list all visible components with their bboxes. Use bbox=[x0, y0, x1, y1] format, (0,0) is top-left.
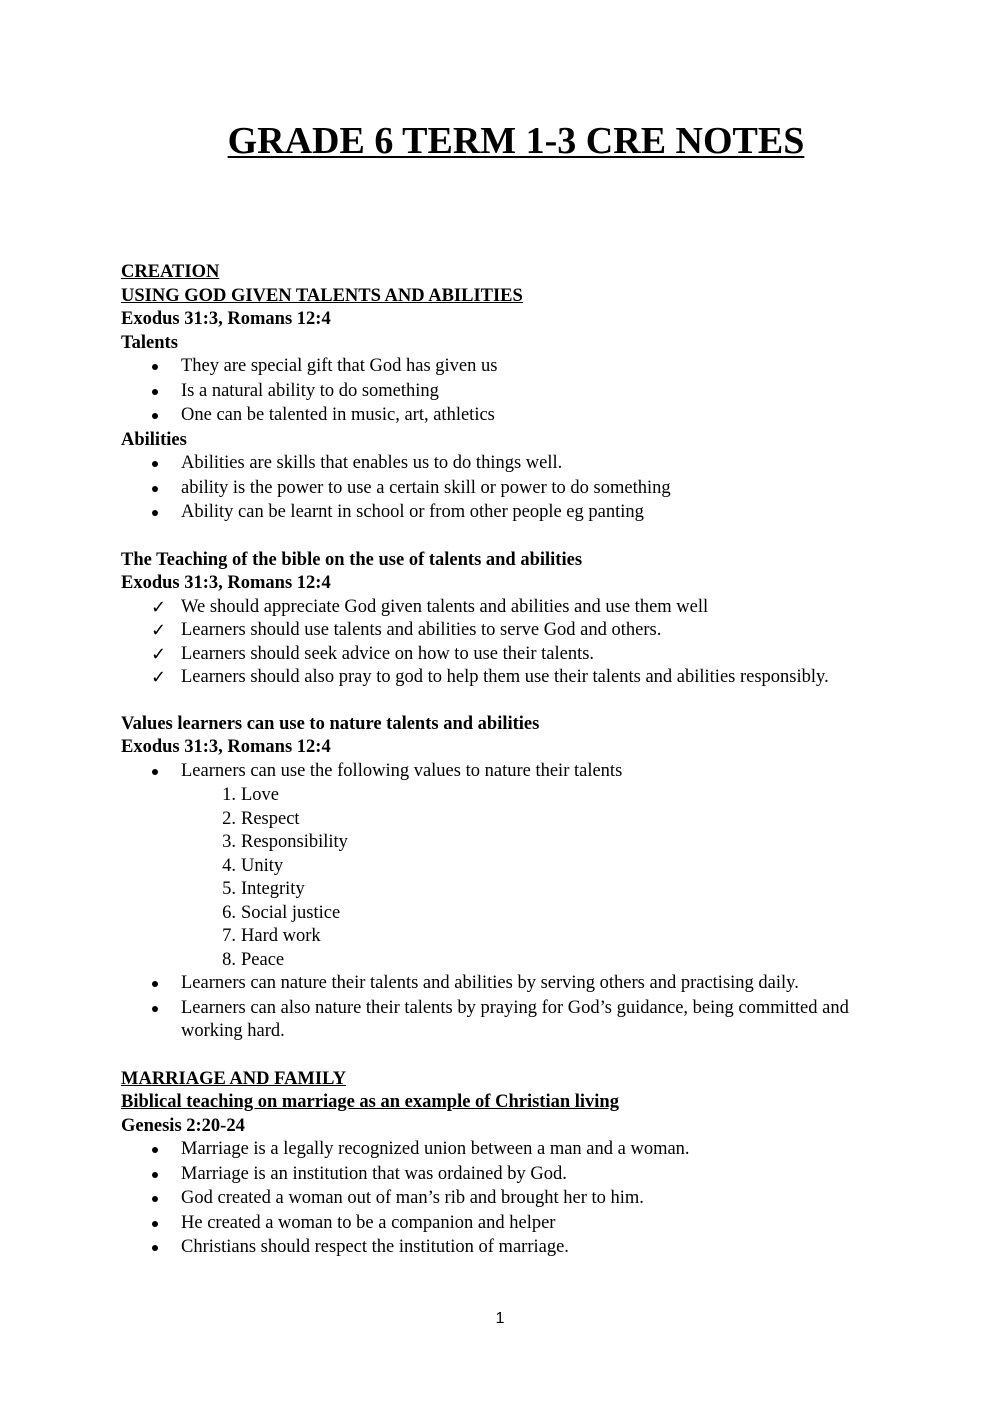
list-item: Learners can use the following values to nature their talents bbox=[121, 760, 901, 784]
marriage-list bbox=[121, 1138, 901, 1260]
check-item: ✓ Learners should use talents and abilities to serve God and others. bbox=[121, 619, 901, 643]
values-after-list bbox=[121, 972, 901, 1044]
bible-reference: Exodus 31:3, Romans 12:4 bbox=[121, 737, 331, 757]
numbered-item: 8. Peace bbox=[222, 949, 285, 970]
list-item: They are special gift that God has given us bbox=[121, 355, 901, 379]
numbered-item: 3. Responsibility bbox=[222, 832, 348, 852]
list-item: Learners can nature their talents and abilities by serving others and practising daily. bbox=[121, 972, 901, 996]
numbered-item: 2. Respect bbox=[222, 808, 300, 829]
list-item: Abilities are skills that enables us to do things well. bbox=[121, 452, 901, 476]
list-item: Learners can also nature their talents by praying for God’s guidance, being committed and working hard. bbox=[121, 997, 901, 1044]
page-number: 1 bbox=[495, 1310, 505, 1327]
numbered-item: 1. Love bbox=[222, 785, 280, 805]
values-heading: Values learners can use to nature talents and abilities bbox=[121, 713, 540, 734]
check-item: ✓ Learners should seek advice on how to use their talents. bbox=[121, 643, 901, 667]
page-title: GRADE 6 TERM 1-3 CRE NOTES bbox=[227, 120, 805, 162]
subheading-marriage-teaching: Biblical teaching on marriage as an example of Christian living bbox=[121, 1092, 619, 1112]
notes-content bbox=[121, 261, 901, 1261]
subheading-talents-abilities: USING GOD GIVEN TALENTS AND ABILITIES bbox=[121, 285, 523, 306]
abilities-list bbox=[121, 452, 901, 525]
list-item: Marriage is a legally recognized union between a man and a woman. bbox=[121, 1138, 901, 1162]
section-heading-creation: CREATION bbox=[121, 262, 220, 282]
numbered-item: 6. Social justice bbox=[222, 902, 341, 923]
list-item: Ability can be learnt in school or from other people eg panting bbox=[121, 501, 901, 525]
abilities-heading: Abilities bbox=[121, 429, 187, 450]
numbered-item: 5. Integrity bbox=[222, 879, 305, 899]
section-heading-marriage: MARRIAGE AND FAMILY bbox=[121, 1068, 347, 1089]
teaching-heading: The Teaching of the bible on the use of talents and abilities bbox=[121, 549, 583, 570]
numbered-item: 7. Hard work bbox=[222, 926, 321, 946]
bible-reference: Exodus 31:3, Romans 12:4 bbox=[121, 573, 331, 593]
talents-list bbox=[121, 355, 901, 428]
bible-reference: Genesis 2:20-24 bbox=[121, 1115, 245, 1136]
teaching-checklist bbox=[121, 596, 901, 690]
bible-reference: Exodus 31:3, Romans 12:4 bbox=[121, 309, 331, 329]
talents-heading: Talents bbox=[121, 332, 178, 353]
values-numbered-list bbox=[181, 784, 901, 972]
values-intro-list bbox=[121, 760, 901, 784]
list-item: One can be talented in music, art, athletics bbox=[121, 404, 901, 428]
list-item: He created a woman to be a companion and helper bbox=[121, 1212, 901, 1236]
check-item: ✓ We should appreciate God given talents and abilities and use them well bbox=[121, 596, 901, 620]
list-item: Christians should respect the institution of marriage. bbox=[121, 1236, 901, 1260]
list-item: God created a woman out of man’s rib and brought her to him. bbox=[121, 1187, 901, 1211]
check-item: ✓ Learners should also pray to god to help them use their talents and abilities responsibly. bbox=[121, 666, 901, 690]
numbered-item: 4. Unity bbox=[222, 855, 284, 876]
list-item: Marriage is an institution that was ordained by God. bbox=[121, 1163, 901, 1187]
list-item: Is a natural ability to do something bbox=[121, 380, 901, 404]
list-item: ability is the power to use a certain skill or power to do something bbox=[121, 477, 901, 501]
